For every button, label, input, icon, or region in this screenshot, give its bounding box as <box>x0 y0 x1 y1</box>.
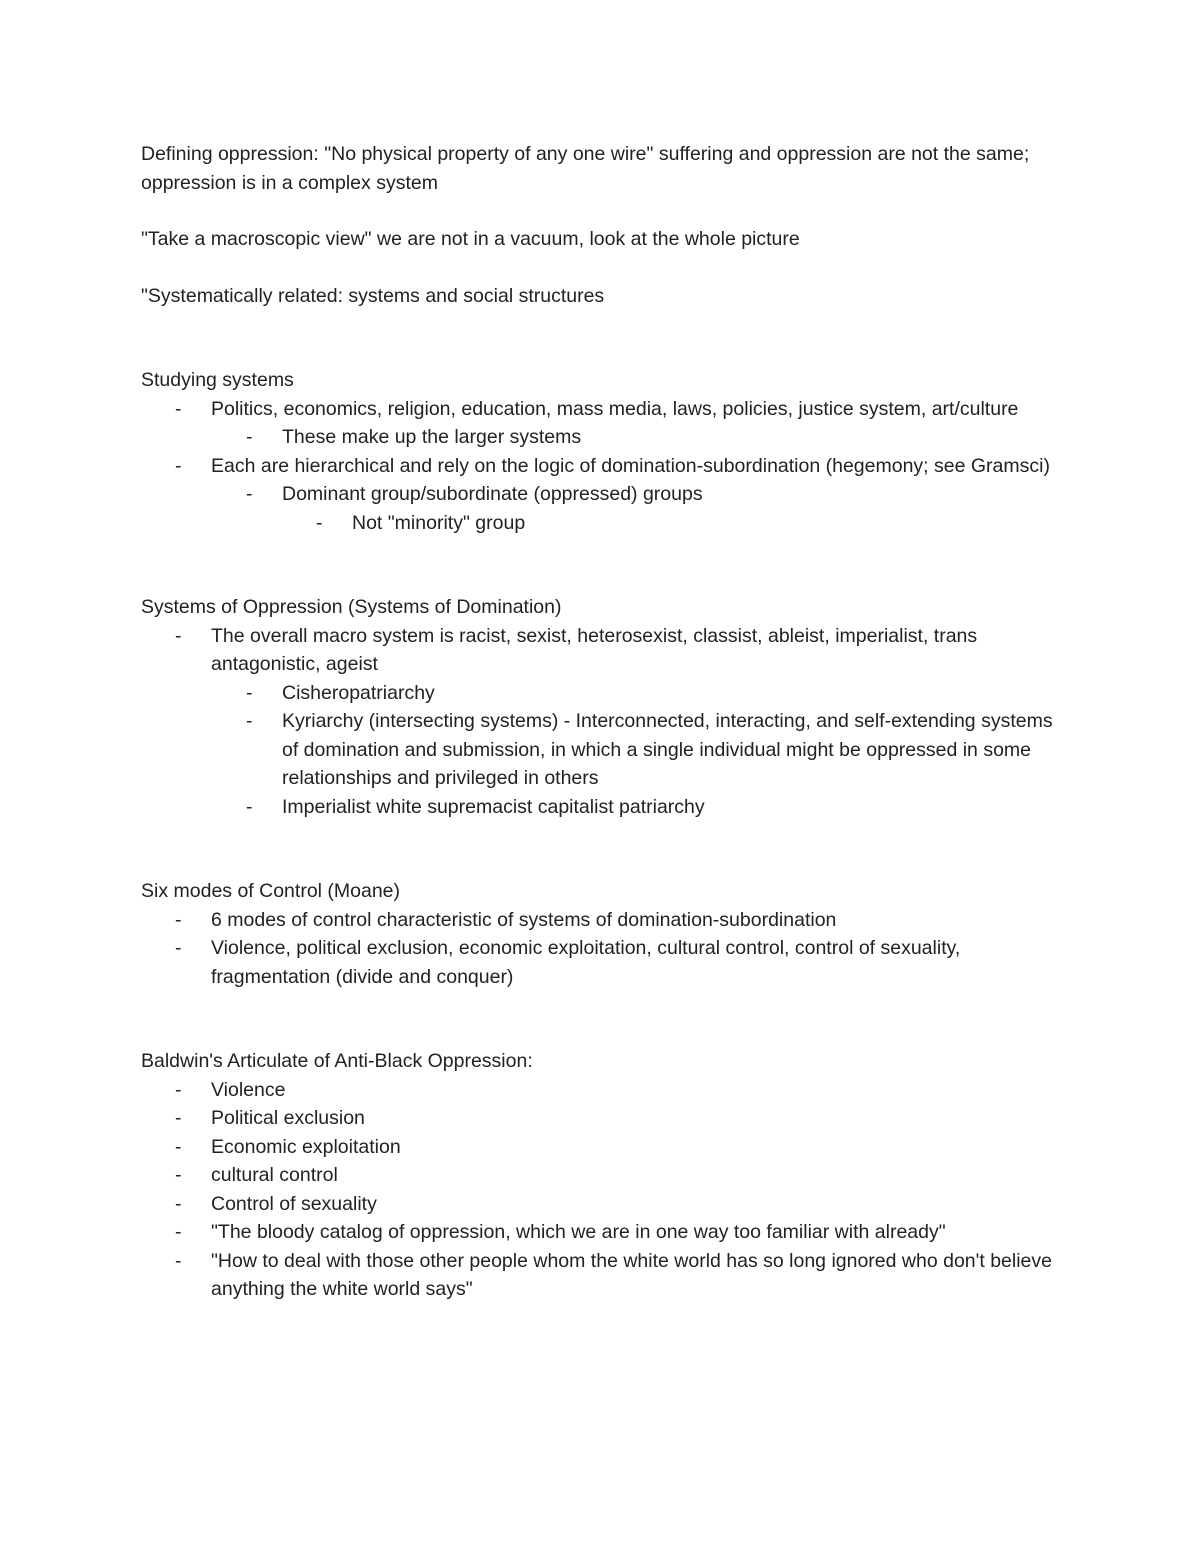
list-item-text: Dominant group/subordinate (oppressed) groups <box>282 483 703 505</box>
list-item-text: cultural control <box>211 1164 338 1186</box>
list-item <box>141 1218 1071 1247</box>
list-item-text: Kyriarchy (intersecting systems) - Interconnected, interacting, and self-extending systems of domination and submission, in which a single individual might be oppressed in some relationships and privileged in others <box>282 710 1053 789</box>
list-item-text: Economic exploitation <box>211 1135 401 1158</box>
list-item-text: These make up the larger systems <box>282 426 582 448</box>
list-item <box>141 1076 1071 1105</box>
list-item-text: Political exclusion <box>211 1107 365 1129</box>
list-item-text: "How to deal with those other people whom the white world has so long ignored who don't believe anything the white world says" <box>211 1249 1052 1300</box>
intro-paragraph-systematically-related: "Systematically related: systems and social structures <box>141 284 605 307</box>
list-item <box>141 622 1071 679</box>
list-item <box>141 934 1071 991</box>
bullet-dash: - <box>246 426 253 448</box>
list-item-text: Imperialist white supremacist capitalist patriarchy <box>282 795 705 818</box>
intro-paragraph-macroscopic-view: "Take a macroscopic view" we are not in a vacuum, look at the whole picture <box>141 228 800 250</box>
list-item-text: Politics, economics, religion, education, mass media, laws, policies, justice system, art/culture <box>211 397 1019 420</box>
list-item <box>141 707 1071 793</box>
bullet-dash: - <box>246 795 253 818</box>
bullet-dash: - <box>175 1164 182 1186</box>
bullet-dash: - <box>246 681 253 704</box>
document-page <box>141 140 1071 1304</box>
bullet-dash: - <box>175 908 182 931</box>
bullet-dash: - <box>175 1221 182 1243</box>
section-heading-systems-of-oppression: Systems of Oppression (Systems of Domination) <box>141 596 562 618</box>
list-item <box>141 423 1071 452</box>
list-item-text: Violence, political exclusion, economic exploitation, cultural control, control of sexuality, fragmentation (divide and conquer) <box>211 937 961 988</box>
section-heading-six-modes-of-control: Six modes of Control (Moane) <box>141 880 401 902</box>
list-item-text: 6 modes of control characteristic of systems of domination-subordination <box>211 908 837 931</box>
bullet-dash: - <box>246 710 253 732</box>
list-item <box>141 679 1071 708</box>
bullet-dash: - <box>175 454 182 477</box>
list-item-text: Cisheropatriarchy <box>282 681 435 704</box>
list-item-text: Each are hierarchical and rely on the logic of domination-subordination (hegemony; see Gramsci) <box>211 454 1050 477</box>
bullet-dash: - <box>246 483 253 505</box>
list-item <box>141 793 1071 822</box>
list-item <box>141 906 1071 935</box>
list-item <box>141 509 1071 538</box>
list-item-text: Not "minority" group <box>352 511 526 534</box>
section-heading-studying-systems: Studying systems <box>141 369 294 391</box>
list-item <box>141 395 1071 424</box>
list-item <box>141 1161 1071 1190</box>
bullet-dash: - <box>175 1107 182 1129</box>
bullet-dash: - <box>175 1135 182 1158</box>
bullet-dash: - <box>175 1249 182 1272</box>
section-heading-baldwin: Baldwin's Articulate of Anti-Black Oppression: <box>141 1050 533 1072</box>
list-item <box>141 452 1071 481</box>
bullet-dash: - <box>175 1078 182 1101</box>
bullet-dash: - <box>175 397 182 420</box>
list-item-text: "The bloody catalog of oppression, which we are in one way too familiar with already" <box>211 1221 946 1243</box>
bullet-dash: - <box>175 1192 182 1215</box>
list-item <box>141 1104 1071 1133</box>
list-item <box>141 480 1071 509</box>
list-item <box>141 1133 1071 1162</box>
bullet-dash: - <box>175 937 182 959</box>
list-item-text: Violence <box>211 1078 286 1101</box>
list-item-text: The overall macro system is racist, sexist, heterosexist, classist, ableist, imperialist, trans antagonistic, ageist <box>211 624 978 675</box>
list-item-text: Control of sexuality <box>211 1192 377 1215</box>
list-item <box>141 1247 1071 1304</box>
list-item <box>141 1190 1071 1219</box>
bullet-dash: - <box>316 511 323 534</box>
intro-paragraph-defining-oppression: Defining oppression: "No physical property of any one wire" suffering and oppression are not the same; oppression is in a complex system <box>141 143 1030 194</box>
bullet-dash: - <box>175 624 182 647</box>
